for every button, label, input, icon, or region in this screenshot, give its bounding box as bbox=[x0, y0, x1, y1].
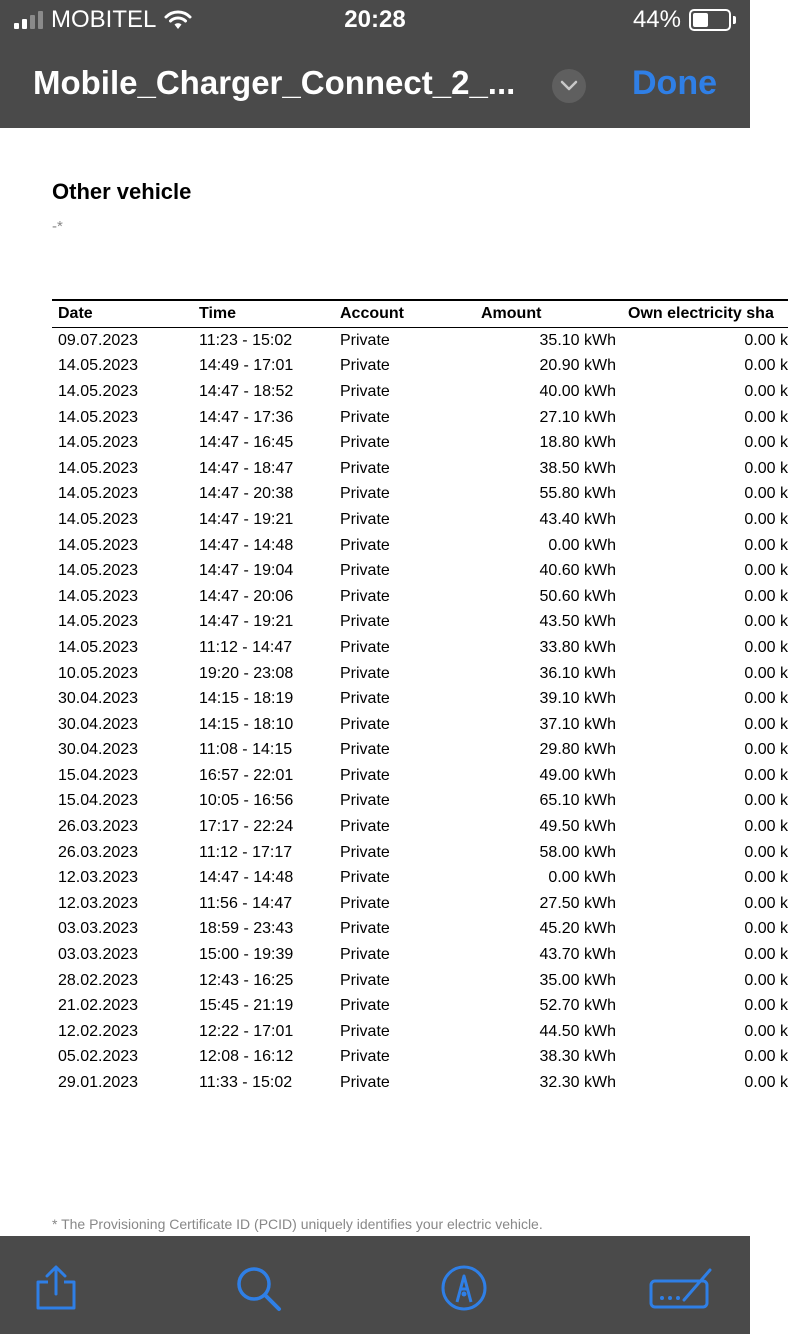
cell-account: Private bbox=[340, 638, 390, 656]
table-row bbox=[52, 533, 788, 559]
cell-time: 14:47 - 20:38 bbox=[199, 485, 294, 503]
cell-amount: 33.80 kWh bbox=[539, 638, 616, 656]
cell-amount: 32.30 kWh bbox=[539, 1074, 616, 1092]
cell-time: 14:47 - 19:21 bbox=[199, 613, 294, 631]
header-account: Account bbox=[334, 300, 475, 328]
cell-time: 14:47 - 19:04 bbox=[199, 562, 294, 580]
cell-account: Private bbox=[340, 1074, 390, 1092]
table-row bbox=[52, 840, 788, 866]
cell-date: 14.05.2023 bbox=[58, 357, 139, 375]
cell-date: 15.04.2023 bbox=[58, 792, 139, 810]
cell-own-electricity: 0.00 k bbox=[744, 459, 788, 477]
status-bar bbox=[0, 0, 750, 40]
cell-time: 14:47 - 20:06 bbox=[199, 587, 294, 605]
cell-date: 05.02.2023 bbox=[58, 1048, 139, 1066]
cell-amount: 50.60 kWh bbox=[539, 587, 616, 605]
cell-amount: 43.50 kWh bbox=[539, 613, 616, 631]
cell-date: 15.04.2023 bbox=[58, 766, 139, 784]
cell-time: 11:08 - 14:15 bbox=[199, 741, 293, 759]
cell-own-electricity: 0.00 k bbox=[744, 690, 788, 708]
table-row bbox=[52, 968, 788, 994]
cell-own-electricity: 0.00 k bbox=[744, 1022, 788, 1040]
cell-amount: 40.60 kWh bbox=[539, 562, 616, 580]
share-icon bbox=[32, 1264, 80, 1312]
share-button[interactable] bbox=[32, 1264, 80, 1312]
cell-time: 18:59 - 23:43 bbox=[199, 920, 294, 938]
search-icon bbox=[234, 1264, 282, 1312]
cell-date: 21.02.2023 bbox=[58, 997, 139, 1015]
cell-amount: 44.50 kWh bbox=[539, 1022, 616, 1040]
table-row bbox=[52, 738, 788, 764]
cell-own-electricity: 0.00 k bbox=[744, 613, 788, 631]
cell-account: Private bbox=[340, 562, 390, 580]
table-row bbox=[52, 661, 788, 687]
table-row bbox=[52, 482, 788, 508]
cell-own-electricity: 0.00 k bbox=[744, 536, 788, 554]
document-page[interactable] bbox=[0, 128, 788, 1236]
cell-amount: 36.10 kWh bbox=[539, 664, 616, 682]
table-row bbox=[52, 1045, 788, 1071]
cell-account: Private bbox=[340, 459, 390, 477]
cell-amount: 65.10 kWh bbox=[539, 792, 616, 810]
charging-sessions-table bbox=[52, 299, 788, 1096]
section-subtitle: -* bbox=[52, 218, 63, 235]
cell-own-electricity: 0.00 k bbox=[744, 434, 788, 452]
cell-time: 15:00 - 19:39 bbox=[199, 946, 294, 964]
cell-own-electricity: 0.00 k bbox=[744, 766, 788, 784]
cell-own-electricity: 0.00 k bbox=[744, 331, 788, 349]
cell-date: 30.04.2023 bbox=[58, 741, 139, 759]
chevron-down-icon bbox=[560, 80, 578, 92]
table-row bbox=[52, 456, 788, 482]
cell-account: Private bbox=[340, 920, 390, 938]
cell-amount: 27.50 kWh bbox=[539, 894, 616, 912]
battery-percent: 44% bbox=[632, 6, 681, 33]
pcid-footnote: * The Provisioning Certificate ID (PCID) uniquely identifies your electric vehicle. bbox=[52, 1216, 543, 1232]
cell-account: Private bbox=[340, 946, 390, 964]
table-row bbox=[52, 405, 788, 431]
cell-date: 10.05.2023 bbox=[58, 664, 139, 682]
cell-amount: 27.10 kWh bbox=[539, 408, 616, 426]
markup-icon bbox=[440, 1264, 488, 1312]
cell-amount: 52.70 kWh bbox=[539, 997, 616, 1015]
search-button[interactable] bbox=[234, 1264, 282, 1312]
cell-account: Private bbox=[340, 997, 390, 1015]
cell-account: Private bbox=[340, 1022, 390, 1040]
cell-amount: 49.50 kWh bbox=[539, 818, 616, 836]
cell-time: 10:05 - 16:56 bbox=[199, 792, 294, 810]
cell-own-electricity: 0.00 k bbox=[744, 741, 788, 759]
nav-bar bbox=[0, 40, 750, 128]
cell-time: 12:22 - 17:01 bbox=[199, 1022, 294, 1040]
cell-date: 14.05.2023 bbox=[58, 434, 139, 452]
cell-time: 14:47 - 14:48 bbox=[199, 536, 294, 554]
cell-time: 19:20 - 23:08 bbox=[199, 664, 294, 682]
cell-account: Private bbox=[340, 1048, 390, 1066]
cell-own-electricity: 0.00 k bbox=[744, 510, 788, 528]
cell-own-electricity: 0.00 k bbox=[744, 715, 788, 733]
cell-date: 14.05.2023 bbox=[58, 408, 139, 426]
header-time: Time bbox=[193, 300, 334, 328]
done-button[interactable]: Done bbox=[632, 64, 717, 102]
cell-amount: 35.10 kWh bbox=[539, 331, 616, 349]
cell-time: 15:45 - 21:19 bbox=[199, 997, 294, 1015]
cell-date: 14.05.2023 bbox=[58, 382, 139, 400]
cell-account: Private bbox=[340, 613, 390, 631]
battery-status bbox=[633, 6, 736, 34]
cell-account: Private bbox=[340, 382, 390, 400]
cell-date: 12.02.2023 bbox=[58, 1022, 139, 1040]
title-menu-button[interactable] bbox=[552, 69, 586, 103]
cell-time: 14:47 - 17:36 bbox=[199, 408, 294, 426]
table-row bbox=[52, 891, 788, 917]
table-row bbox=[52, 430, 788, 456]
table-row bbox=[52, 507, 788, 533]
cell-date: 03.03.2023 bbox=[58, 946, 139, 964]
table-row bbox=[52, 354, 788, 380]
header-amount: Amount bbox=[475, 300, 622, 328]
cell-account: Private bbox=[340, 766, 390, 784]
cell-own-electricity: 0.00 k bbox=[744, 1074, 788, 1092]
cell-time: 14:47 - 18:47 bbox=[199, 459, 294, 477]
cell-own-electricity: 0.00 k bbox=[744, 894, 788, 912]
cell-time: 14:15 - 18:10 bbox=[199, 715, 294, 733]
cell-account: Private bbox=[340, 510, 390, 528]
cell-date: 14.05.2023 bbox=[58, 562, 139, 580]
cell-date: 14.05.2023 bbox=[58, 638, 139, 656]
table-row bbox=[52, 686, 788, 712]
cell-amount: 35.00 kWh bbox=[539, 971, 616, 989]
document-title: Mobile_Charger_Connect_2_... bbox=[33, 64, 516, 101]
table-row bbox=[52, 942, 788, 968]
cell-own-electricity: 0.00 k bbox=[744, 869, 788, 887]
cell-account: Private bbox=[340, 843, 390, 861]
cell-time: 16:57 - 22:01 bbox=[199, 766, 294, 784]
table-row bbox=[52, 1070, 788, 1096]
table-row bbox=[52, 635, 788, 661]
cell-own-electricity: 0.00 k bbox=[744, 1048, 788, 1066]
cell-amount: 18.80 kWh bbox=[539, 434, 616, 452]
table-row bbox=[52, 865, 788, 891]
table-row bbox=[52, 993, 788, 1019]
cell-own-electricity: 0.00 k bbox=[744, 638, 788, 656]
bottom-toolbar bbox=[0, 1236, 750, 1334]
cell-own-electricity: 0.00 k bbox=[744, 920, 788, 938]
cell-account: Private bbox=[340, 536, 390, 554]
cell-own-electricity: 0.00 k bbox=[744, 971, 788, 989]
cell-amount: 55.80 kWh bbox=[539, 485, 616, 503]
table-row bbox=[52, 712, 788, 738]
cell-time: 12:43 - 16:25 bbox=[199, 971, 294, 989]
cell-date: 03.03.2023 bbox=[58, 920, 139, 938]
cell-time: 11:33 - 15:02 bbox=[199, 1074, 293, 1092]
cell-amount: 49.00 kWh bbox=[539, 766, 616, 784]
signature-button[interactable] bbox=[648, 1264, 714, 1312]
cell-time: 14:47 - 16:45 bbox=[199, 434, 294, 452]
cell-time: 14:47 - 14:48 bbox=[199, 869, 294, 887]
cell-account: Private bbox=[340, 485, 390, 503]
cell-date: 09.07.2023 bbox=[58, 331, 139, 349]
cell-account: Private bbox=[340, 792, 390, 810]
cell-time: 11:23 - 15:02 bbox=[199, 331, 293, 349]
cell-account: Private bbox=[340, 894, 390, 912]
cell-amount: 38.50 kWh bbox=[539, 459, 616, 477]
cell-date: 29.01.2023 bbox=[58, 1074, 139, 1092]
cell-amount: 0.00 kWh bbox=[548, 536, 616, 554]
cell-time: 11:12 - 14:47 bbox=[199, 638, 293, 656]
cell-time: 11:12 - 17:17 bbox=[199, 843, 293, 861]
cell-time: 14:47 - 19:21 bbox=[199, 510, 294, 528]
cell-own-electricity: 0.00 k bbox=[744, 664, 788, 682]
header-own-electricity: Own electricity sha bbox=[622, 300, 788, 328]
cell-date: 14.05.2023 bbox=[58, 536, 139, 554]
cell-time: 14:47 - 18:52 bbox=[199, 382, 294, 400]
cell-amount: 43.40 kWh bbox=[539, 510, 616, 528]
cell-own-electricity: 0.00 k bbox=[744, 818, 788, 836]
header-date: Date bbox=[52, 300, 193, 328]
table-row bbox=[52, 328, 788, 354]
table-row bbox=[52, 379, 788, 405]
cell-time: 12:08 - 16:12 bbox=[199, 1048, 294, 1066]
cell-account: Private bbox=[340, 664, 390, 682]
cell-own-electricity: 0.00 k bbox=[744, 408, 788, 426]
cell-amount: 43.70 kWh bbox=[539, 946, 616, 964]
cell-own-electricity: 0.00 k bbox=[744, 357, 788, 375]
battery-icon bbox=[689, 9, 731, 31]
table-row bbox=[52, 584, 788, 610]
cell-date: 14.05.2023 bbox=[58, 613, 139, 631]
cell-own-electricity: 0.00 k bbox=[744, 587, 788, 605]
cell-own-electricity: 0.00 k bbox=[744, 997, 788, 1015]
table-row bbox=[52, 610, 788, 636]
cell-time: 14:15 - 18:19 bbox=[199, 690, 294, 708]
cell-amount: 20.90 kWh bbox=[539, 357, 616, 375]
cell-date: 12.03.2023 bbox=[58, 869, 139, 887]
cell-date: 14.05.2023 bbox=[58, 459, 139, 477]
cell-own-electricity: 0.00 k bbox=[744, 562, 788, 580]
signature-icon bbox=[648, 1264, 714, 1312]
cell-date: 30.04.2023 bbox=[58, 715, 139, 733]
cell-date: 14.05.2023 bbox=[58, 510, 139, 528]
table-row bbox=[52, 917, 788, 943]
cell-amount: 39.10 kWh bbox=[539, 690, 616, 708]
table-row bbox=[52, 558, 788, 584]
carrier-name: MOBITEL bbox=[51, 6, 157, 33]
table-row bbox=[52, 763, 788, 789]
cell-own-electricity: 0.00 k bbox=[744, 382, 788, 400]
table-header-row bbox=[52, 300, 788, 328]
cell-account: Private bbox=[340, 869, 390, 887]
cell-account: Private bbox=[340, 357, 390, 375]
cell-own-electricity: 0.00 k bbox=[744, 843, 788, 861]
cell-account: Private bbox=[340, 331, 390, 349]
cell-own-electricity: 0.00 k bbox=[744, 485, 788, 503]
section-title: Other vehicle bbox=[52, 179, 192, 204]
cell-amount: 40.00 kWh bbox=[539, 382, 616, 400]
cell-account: Private bbox=[340, 434, 390, 452]
cell-date: 14.05.2023 bbox=[58, 485, 139, 503]
cell-date: 26.03.2023 bbox=[58, 843, 139, 861]
status-time: 20:28 bbox=[344, 6, 406, 33]
cell-date: 14.05.2023 bbox=[58, 587, 139, 605]
cell-date: 30.04.2023 bbox=[58, 690, 139, 708]
cell-date: 12.03.2023 bbox=[58, 894, 139, 912]
cell-account: Private bbox=[340, 818, 390, 836]
cell-account: Private bbox=[340, 587, 390, 605]
cell-time: 11:56 - 14:47 bbox=[199, 894, 293, 912]
cell-time: 14:49 - 17:01 bbox=[199, 357, 294, 375]
cell-date: 28.02.2023 bbox=[58, 971, 139, 989]
cell-own-electricity: 0.00 k bbox=[744, 792, 788, 810]
cell-amount: 0.00 kWh bbox=[548, 869, 616, 887]
cell-account: Private bbox=[340, 408, 390, 426]
cell-account: Private bbox=[340, 715, 390, 733]
table-row bbox=[52, 789, 788, 815]
cell-amount: 45.20 kWh bbox=[539, 920, 616, 938]
cell-amount: 38.30 kWh bbox=[539, 1048, 616, 1066]
cell-own-electricity: 0.00 k bbox=[744, 946, 788, 964]
cell-amount: 58.00 kWh bbox=[539, 843, 616, 861]
cell-account: Private bbox=[340, 971, 390, 989]
cell-date: 26.03.2023 bbox=[58, 818, 139, 836]
cell-time: 17:17 - 22:24 bbox=[199, 818, 294, 836]
cell-account: Private bbox=[340, 690, 390, 708]
cell-amount: 37.10 kWh bbox=[539, 715, 616, 733]
table-row bbox=[52, 814, 788, 840]
markup-button[interactable] bbox=[440, 1264, 488, 1312]
table-row bbox=[52, 1019, 788, 1045]
cell-amount: 29.80 kWh bbox=[539, 741, 616, 759]
cell-account: Private bbox=[340, 741, 390, 759]
